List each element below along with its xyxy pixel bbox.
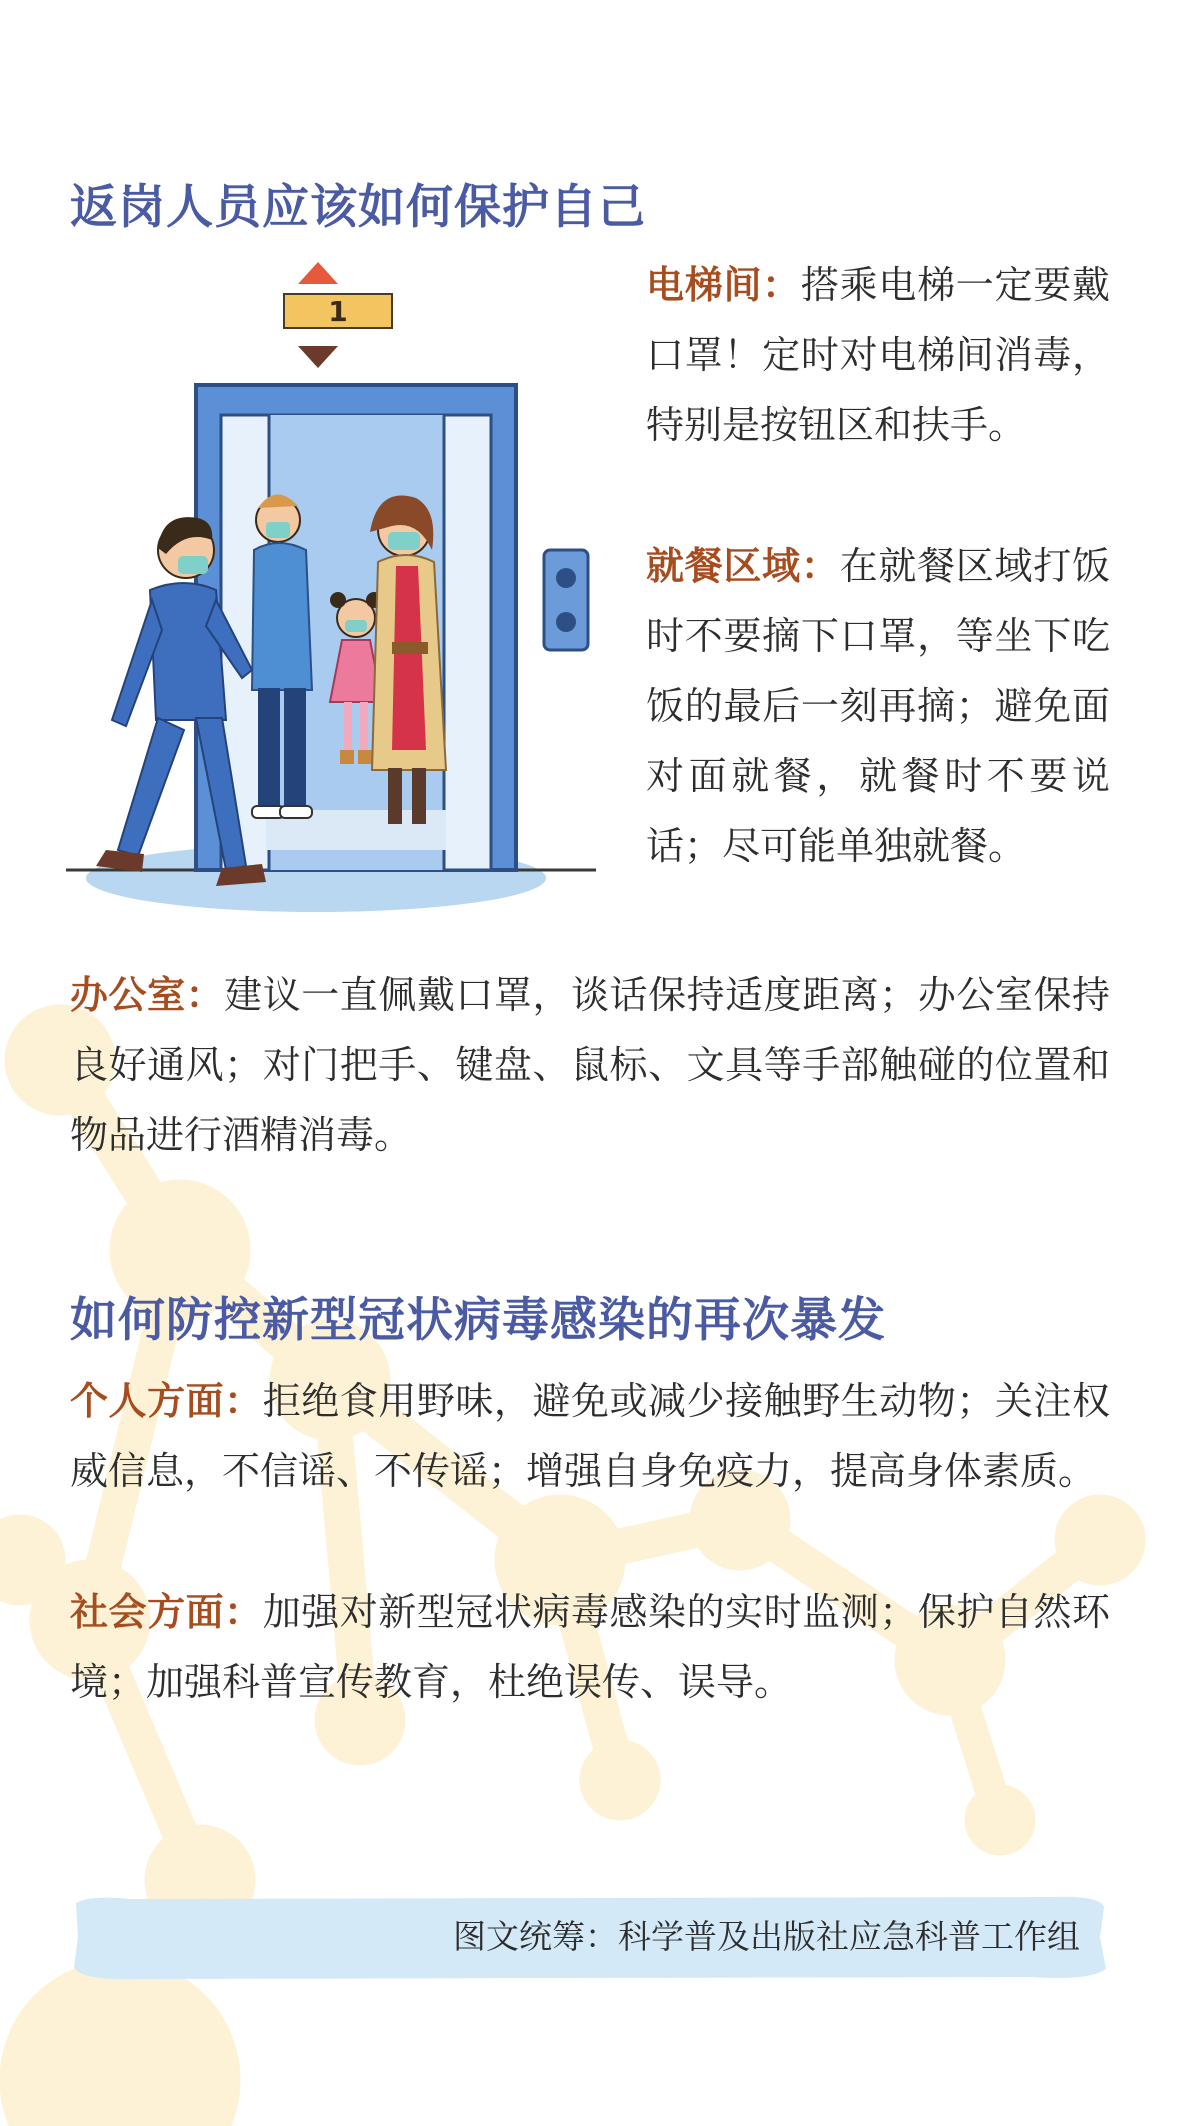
footer-credit: 图文统筹：科学普及出版社应急科普工作组: [453, 1917, 1080, 1956]
personal-paragraph: [70, 1366, 1110, 1506]
up-arrow-icon: [298, 262, 338, 284]
elevator-label: 电梯间：: [646, 263, 801, 307]
elevator-illustration: [66, 250, 606, 930]
down-arrow-icon: [298, 346, 338, 368]
social-paragraph: [70, 1577, 1110, 1717]
elevator-paragraph: [646, 250, 1110, 460]
office-label: 办公室：: [70, 973, 225, 1017]
call-button-down: [556, 612, 576, 632]
social-text: 加强对新型冠状病毒感染的实时监测；保护自然环境；加强科普宣传教育，杜绝误传、误导。: [70, 1590, 1110, 1704]
dining-paragraph: [646, 531, 1110, 881]
dining-label: 就餐区域：: [646, 544, 840, 588]
section-title-return-to-work: 返岗人员应该如何保护自己: [70, 180, 646, 235]
call-button-panel: [544, 550, 588, 650]
office-text: 建议一直佩戴口罩，谈话保持适度距离；办公室保持良好通风；对门把手、键盘、鼠标、文具等手部触碰的位置和物品进行酒精消毒。: [70, 973, 1110, 1157]
dining-text: 在就餐区域打饭时不要摘下口罩，等坐下吃饭的最后一刻再摘；避免面对面就餐，就餐时不要说话；尽可能单独就餐。: [646, 544, 1110, 868]
section-title-prevention: 如何防控新型冠状病毒感染的再次暴发: [70, 1293, 886, 1348]
floor-number: 1: [328, 295, 348, 328]
personal-label: 个人方面：: [70, 1379, 263, 1423]
personal-text: 拒绝食用野味，避免或减少接触野生动物；关注权威信息，不信谣、不传谣；增强自身免疫力，提高身体素质。: [70, 1379, 1110, 1493]
elevator-text: 搭乘电梯一定要戴口罩！定时对电梯间消毒，特别是按钮区和扶手。: [646, 263, 1110, 447]
footer-band: [70, 1893, 1108, 1981]
office-paragraph: [70, 960, 1110, 1170]
social-label: 社会方面：: [70, 1590, 263, 1634]
elevator-door-right: [444, 415, 491, 870]
call-button-up: [556, 568, 576, 588]
